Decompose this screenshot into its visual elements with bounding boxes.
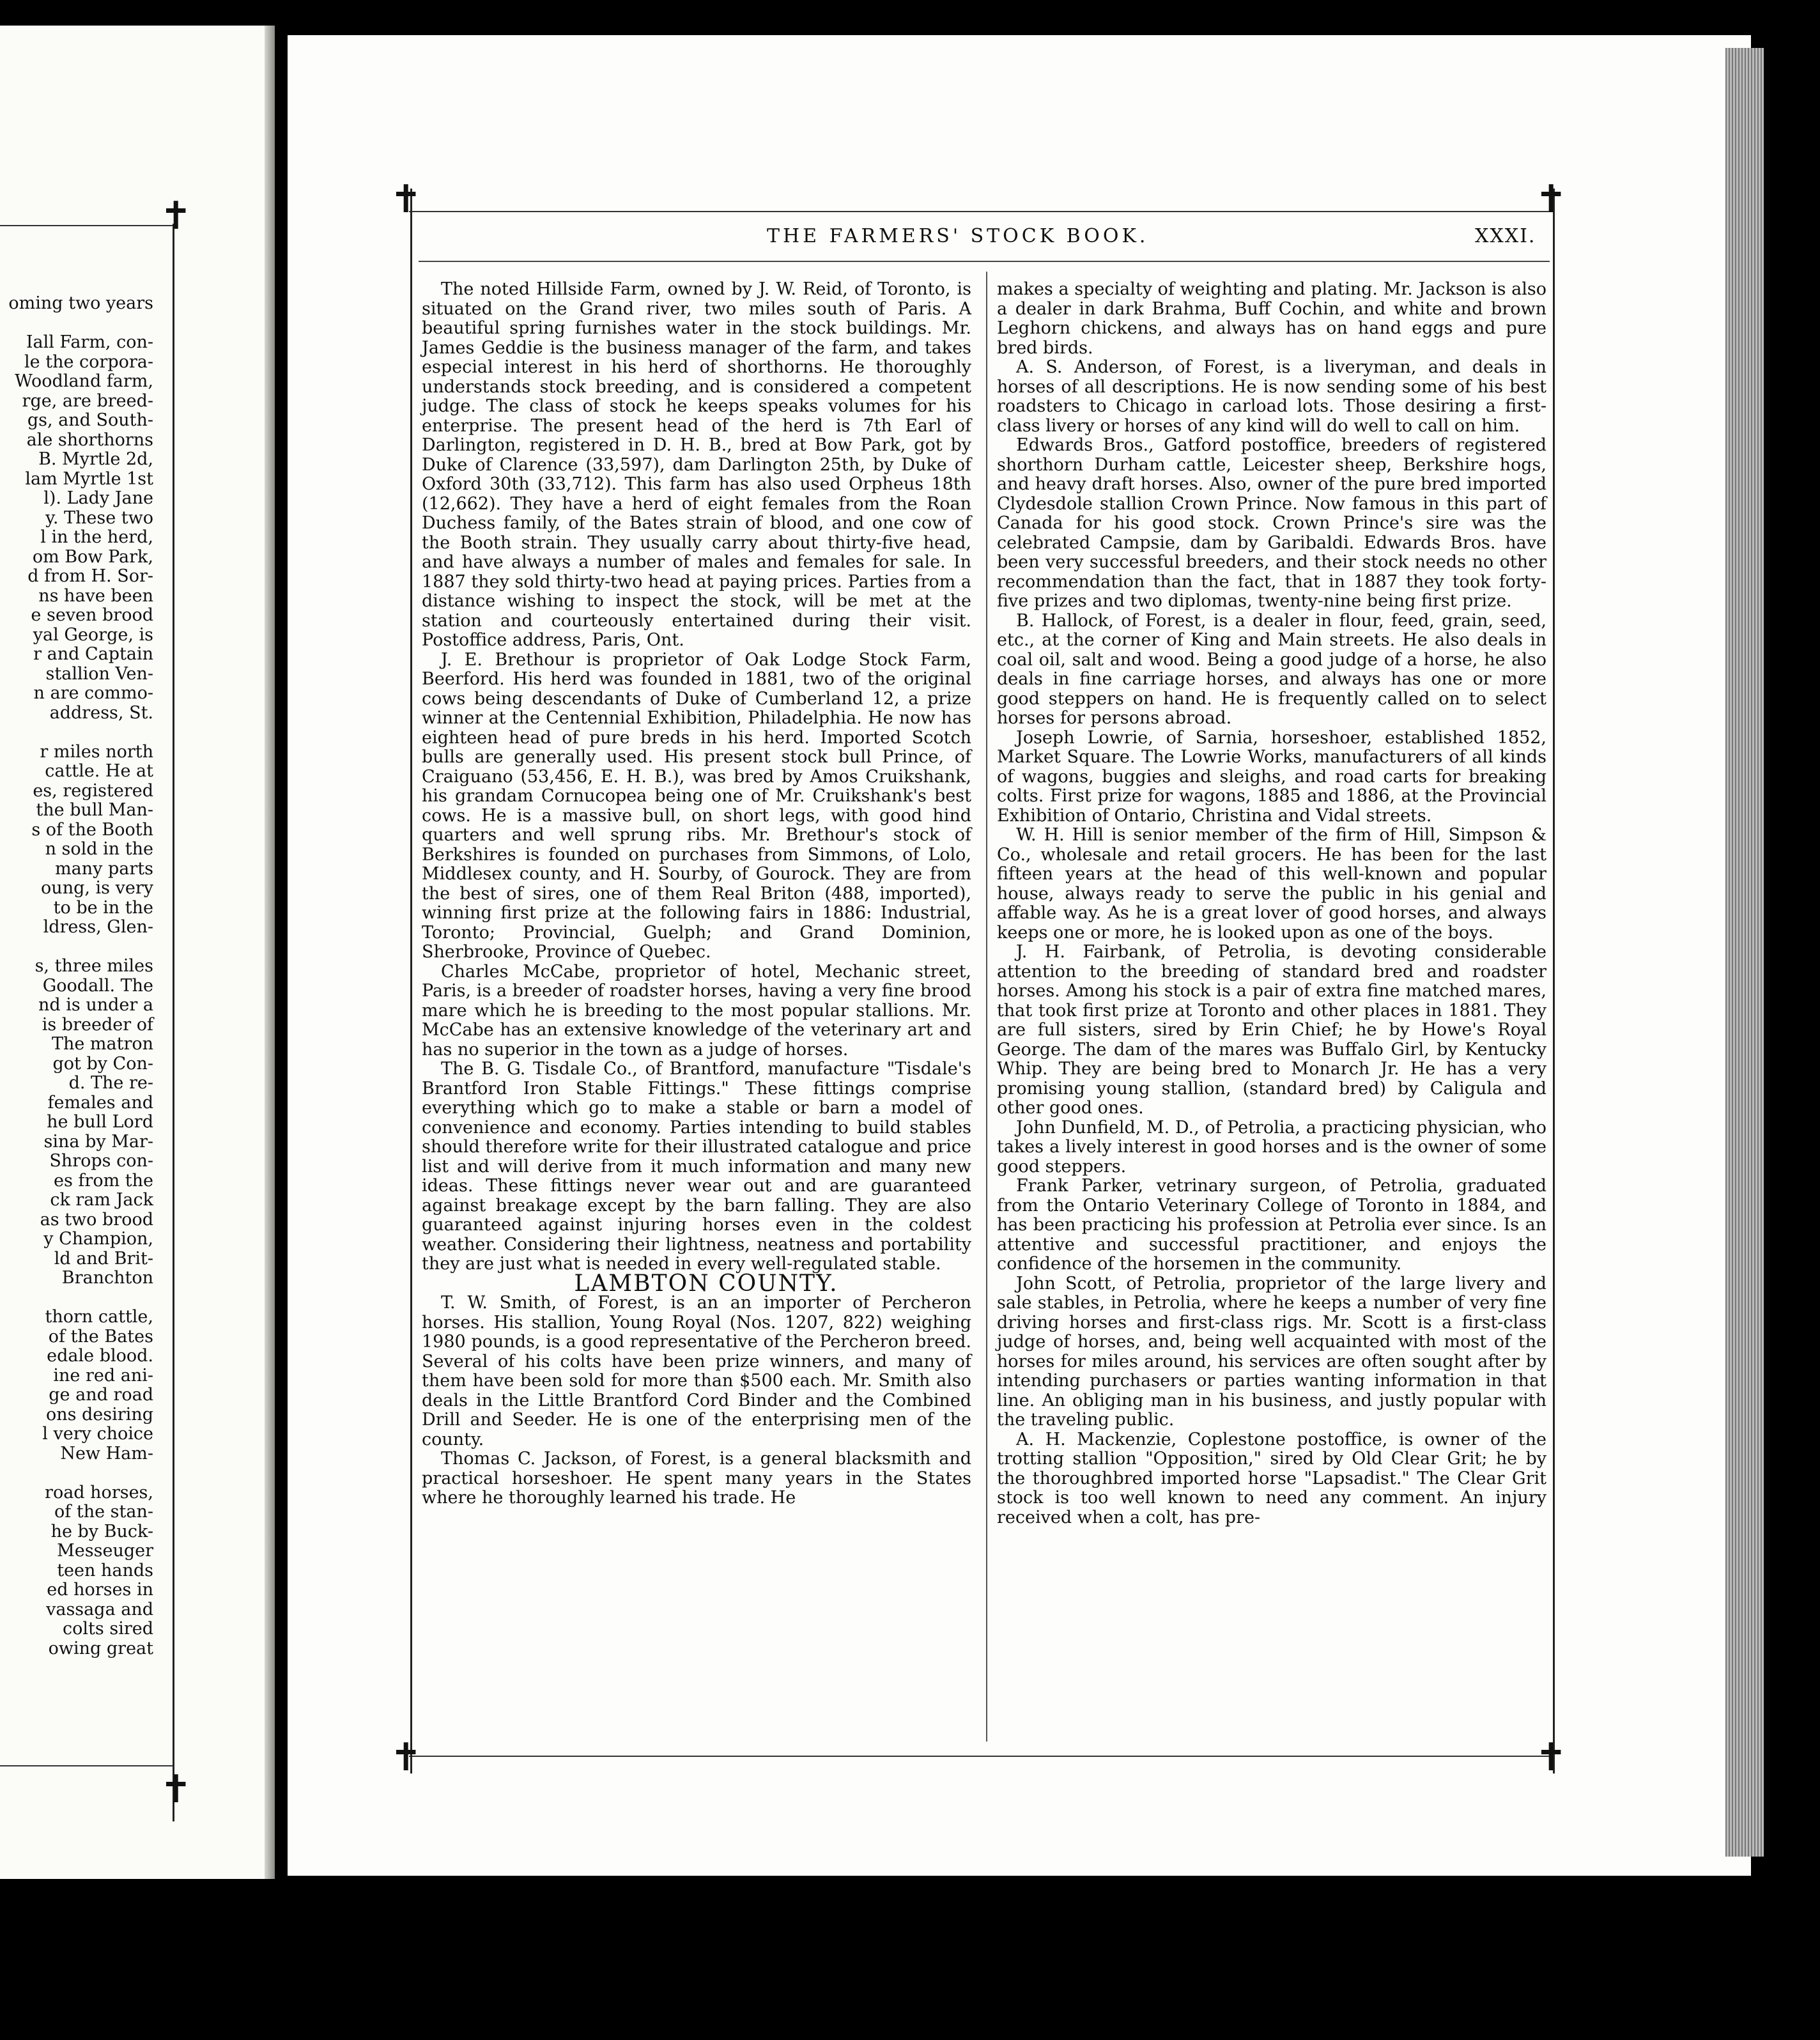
cross-ornament-icon: ✝ xyxy=(390,1735,422,1780)
facing-page-line: gs, and South- xyxy=(27,410,153,430)
facing-page-line: es from the xyxy=(54,1170,153,1191)
paragraph-smith: T. W. Smith, of Forest, is an an importer of Percheron horses. His stallion, Young Royal (Nos. 1207, 822) weighing 1980 pounds, is a good representative of the Percheron breed. Several of his colts have been prize winners, and many of them have been sold for more than $500 each. Mr. Smith also deals in the Little Brantford Cord Binder and the Combined Drill and Seeder. He is one of the enterprising men of the county. xyxy=(422,1293,971,1449)
paragraph-scott: John Scott, of Petrolia, proprietor of the large livery and sale stables, in Petrolia, where he keeps a number of very fine driving horses and first-class rigs. Mr. Scott is a first-class judge of horses, and, being well acquainted with most of the horses for miles around, his services are often sought after by intending purchasers or parties wanting information in that line. An obliging man in his business, and justly popular with the traveling public. xyxy=(997,1273,1546,1430)
facing-page-line: n sold in the xyxy=(45,839,153,859)
facing-page-line: s of the Booth xyxy=(31,819,153,840)
facing-page-line: of the stan- xyxy=(54,1502,153,1522)
facing-page-line: r miles north xyxy=(40,741,153,762)
paragraph-tisdale: The B. G. Tisdale Co., of Brantford, manufacture "Tisdale's Brantford Iron Stable Fittings." These fittings comprise everything which go to make a stable or barn a model of convenience and economy. Parties intending to build stables should therefore write for their illustrated catalogue and price list and will derive from it much information and many new ideas. These fittings never wear out and are guaranteed against breakage except by the barn falling. They are also guaranteed against injuring horses even in the coldest weather. Considering their lightness, neatness and portability they are just what is needed in every well-regulated stable. xyxy=(422,1059,971,1274)
frame-right-rule xyxy=(1553,189,1555,1773)
line-spacer xyxy=(0,314,153,334)
facing-page-line: teen hands xyxy=(57,1560,153,1580)
facing-page-line: es, registered xyxy=(33,780,153,801)
facing-page-line: ge and road xyxy=(49,1385,153,1405)
facing-page-line: r and Captain xyxy=(33,644,153,664)
facing-page-line: ale shorthorns xyxy=(26,429,153,450)
paragraph-parker: Frank Parker, vetrinary surgeon, of Petrolia, graduated from the Ontario Veterinary College of Toronto in 1884, and has been practicing his profession at Petrolia ever since. Is an attentive and successful practitioner, and enjoys the confidence of the horsemen in the community. xyxy=(997,1176,1546,1274)
facing-page-line: ld and Brit- xyxy=(54,1248,153,1269)
facing-page-line: ldress, Glen- xyxy=(43,917,153,937)
facing-page-line: as two brood xyxy=(40,1209,153,1230)
line-spacer xyxy=(0,1464,153,1483)
facing-page-line: oming two years xyxy=(8,293,153,313)
facing-page-line: of the Bates xyxy=(48,1326,153,1347)
facing-page-line: ed horses in xyxy=(47,1580,153,1600)
facing-page-line: thorn cattle, xyxy=(45,1307,153,1327)
facing-page-top-rule xyxy=(0,225,173,226)
paragraph-jackson: Thomas C. Jackson, of Forest, is a general blacksmith and practical horseshoer. He spent many years in the States where he thoroughly learned his trade. He xyxy=(422,1449,971,1508)
paragraph-mccabe: Charles McCabe, proprietor of hotel, Mechanic street, Paris, is a breeder of roadster horses, having a very fine brood mare which he is breeding to the most popular stallions. Mr. McCabe has an extensive knowledge of the veterinary art and has no superior in the town as a judge of horses. xyxy=(422,961,971,1060)
page-number: XXXI. xyxy=(1475,225,1536,247)
cross-ornament-icon: ✝ xyxy=(160,194,192,238)
facing-page-line: ons desiring xyxy=(45,1404,153,1425)
facing-page-line: y Champion, xyxy=(43,1229,153,1249)
facing-page-line: rge, are breed- xyxy=(22,390,153,411)
facing-page-line: owing great xyxy=(48,1638,153,1658)
facing-page-text xyxy=(0,294,153,1658)
paragraph-dunfield: John Dunfield, M. D., of Petrolia, a practicing physician, who takes a lively interest in good horses and is the owner of some good steppers. xyxy=(997,1117,1546,1177)
facing-page-line: females and xyxy=(47,1092,153,1113)
facing-page-line: the bull Man- xyxy=(36,800,153,820)
facing-page-line: s, three miles xyxy=(35,956,153,976)
facing-page-line: many parts xyxy=(55,858,153,879)
facing-page-line: le the corpora- xyxy=(24,352,153,372)
running-head: THE FARMERS' STOCK BOOK. xyxy=(767,225,1149,247)
facing-page-bottom-rule xyxy=(0,1765,173,1766)
paragraph-brethour: J. E. Brethour is proprietor of Oak Lodge Stock Farm, Beerford. His herd was founded in 1881, two of the original cows being descendants of Duke of Cumberland 12, a prize winner at the Centennial Exhibition, Philadelphia. He now has eighteen head of pure breds in his herd. Imported Scotch bulls are generally used. His present stock bull Prince, of Craiguano (53,456, E. H. B.), was bred by Amos Cruikshank, his grandam Cornucopea being one of Mr. Cruikshank's best cows. He is a massive bull, on short legs, with good hind quarters and well sprung ribs. Mr. Brethour's stock of Berkshires is founded on purchases from Simmons, of Lolo, Middlesex county, and H. Sourby, of Gourock. They are from the best of sires, one of them Real Briton (488, imported), winning first prize at the following fairs in 1886: Industrial, Toronto; Provincial, Guelph; and Grand Dominion, Sherbrooke, Province of Quebec. xyxy=(422,649,971,962)
facing-page-line: l). Lady Jane xyxy=(43,488,153,508)
facing-page-line: Woodland farm, xyxy=(15,371,153,391)
paragraph-edwards-bros: Edwards Bros., Gatford postoffice, breeders of registered shorthorn Durham cattle, Leicester sheep, Berkshire hogs, and heavy draft horses. Also, owner of the pure bred imported Clydesdole stallion Crown Prince. Now famous in this part of Canada for his good stock. Crown Prince's sire was the celebrated Campsie, dam by Garibaldi. Edwards Bros. have been very successful breeders, and their stock needs no other recommendation than the fact, that in 1887 they took forty-five prizes and two diplomas, twenty-nine being first prize. xyxy=(997,435,1546,611)
facing-page-line: l in the herd, xyxy=(40,527,153,547)
page-edges xyxy=(1725,48,1764,1857)
cross-ornament-icon: ✝ xyxy=(160,1767,192,1812)
paragraph-hillside-farm: The noted Hillside Farm, owned by J. W. Reid, of Toronto, is situated on the Grand river, two miles south of Paris. A beautiful spring furnishes water in the stock buildings. Mr. James Geddie is the business manager of the farm, and takes especial interest in his herd of shorthorns. He thoroughly understands stock breeding, and is considered a competent judge. The class of stock he keeps speaks volumes for his enterprise. The present head of the herd is 7th Earl of Darlington, registered in D. H. B., bred at Bow Park, got by Duke of Clarence (33,597), dam Darlington 25th, by Duke of Oxford 30th (33,712). This farm has also used Orpheus 18th (12,662). They have a herd of eight females from the Roan Duchess family, of the Bates strain of blood, and one cow of the Booth strain. They usually carry about thirty-five head, and have always a number of males and females for sale. In 1887 they sold thirty-two head at paying prices. Parties from a distance wishing to inspect the stock, will be met at the station and courteously entertained during their visit. Postoffice address, Paris, Ont. xyxy=(422,279,971,650)
header-rule xyxy=(419,261,1550,262)
facing-page-line: address, St. xyxy=(49,702,153,723)
facing-page-line: Iall Farm, con- xyxy=(26,332,153,352)
frame-top-rule xyxy=(409,211,1553,212)
cross-ornament-icon: ✝ xyxy=(1535,1735,1568,1780)
facing-page-line: B. Myrtle 2d, xyxy=(38,449,153,469)
facing-page-line: sina by Mar- xyxy=(43,1131,153,1152)
facing-page-line: om Bow Park, xyxy=(32,546,153,567)
facing-page-line: y. These two xyxy=(45,507,153,528)
facing-page-line: lam Myrtle 1st xyxy=(25,468,153,489)
frame-bottom-rule xyxy=(409,1756,1553,1757)
facing-page-line: to be in the xyxy=(53,897,153,918)
facing-page-line: d from H. Sor- xyxy=(27,566,153,586)
facing-page-line: New Ham- xyxy=(60,1443,153,1464)
paragraph-hallock: B. Hallock, of Forest, is a dealer in flour, feed, grain, seed, etc., at the corner of King and Main streets. He also deals in coal oil, salt and wood. Being a good judge of a horse, he also deals in fine carriage horses, and always has one or more good steppers on hand. He is frequently called on to select horses for persons abroad. xyxy=(997,610,1546,728)
paragraph-hill: W. H. Hill is senior member of the firm of Hill, Simpson & Co., wholesale and retail grocers. He has been for the last fifteen years at the head of this well-known and popular house, always ready to serve the public in his genial and affable way. As he is a great lover of good horses, and always keeps one or more, he is looked upon as one of the boys. xyxy=(997,825,1546,943)
facing-page-line: ine red ani- xyxy=(53,1365,153,1386)
facing-page-line: nd is under a xyxy=(38,995,153,1015)
facing-page-line: vassaga and xyxy=(46,1599,153,1619)
right-column xyxy=(997,280,1546,1527)
section-heading: LAMBTON COUNTY. xyxy=(574,1270,838,1297)
cross-ornament-icon: ✝ xyxy=(390,177,422,222)
facing-page xyxy=(0,26,275,1879)
left-column xyxy=(422,280,971,1508)
facing-page-line: Shrops con- xyxy=(49,1151,153,1171)
facing-page-line: l very choice xyxy=(42,1424,153,1444)
facing-page-line: edale blood. xyxy=(47,1346,153,1366)
facing-page-frame-rule xyxy=(173,224,174,1821)
facing-page-line: d. The re- xyxy=(68,1073,153,1093)
facing-page-line: yal George, is xyxy=(33,624,153,645)
facing-page-line: got by Con- xyxy=(52,1053,153,1074)
facing-page-line: he by Buck- xyxy=(50,1521,153,1542)
column-divider xyxy=(986,272,987,1742)
paragraph-jackson-continued: makes a specialty of weighting and plating. Mr. Jackson is also a dealer in dark Brahma, Buff Cochin, and white and brown Leghorn chickens, and always has on hand eggs and pure bred birds. xyxy=(997,279,1546,358)
line-spacer xyxy=(0,723,153,743)
paragraph-anderson: A. S. Anderson, of Forest, is a liveryman, and deals in horses of all descriptions. He is now sending some of his best roadsters to Chicago in carload lots. Those desiring a first-class livery or horses of any kind will do well to call on him. xyxy=(997,357,1546,436)
facing-page-line: he bull Lord xyxy=(47,1112,153,1132)
line-spacer xyxy=(0,938,153,957)
facing-page-line: Messeuger xyxy=(57,1541,153,1561)
facing-page-line: is breeder of xyxy=(42,1014,153,1035)
paragraph-lowrie: Joseph Lowrie, of Sarnia, horseshoer, established 1852, Market Square. The Lowrie Works, manufacturers of all kinds of wagons, buggies and sleighs, and road carts for breaking colts. First prize for wagons, 1885 and 1886, at the Provincial Exhibition of Ontario, Christina and Vidal streets. xyxy=(997,727,1546,826)
cross-ornament-icon: ✝ xyxy=(1535,177,1568,222)
facing-page-line: ck ram Jack xyxy=(50,1190,153,1210)
facing-page-line: Branchton xyxy=(61,1268,153,1288)
facing-page-line: stallion Ven- xyxy=(45,663,153,684)
page-gutter xyxy=(265,26,275,1879)
frame-left-rule xyxy=(410,189,412,1773)
facing-page-line: oung, is very xyxy=(41,878,153,898)
facing-page-line: ns have been xyxy=(38,585,153,606)
line-spacer xyxy=(0,1288,153,1308)
facing-page-line: Goodall. The xyxy=(42,975,153,996)
facing-page-line: e seven brood xyxy=(31,605,153,625)
facing-page-line: colts sired xyxy=(63,1619,153,1639)
facing-page-line: The matron xyxy=(51,1034,153,1054)
facing-page-line: road horses, xyxy=(45,1482,153,1503)
facing-page-line: cattle. He at xyxy=(45,761,153,781)
paragraph-fairbank: J. H. Fairbank, of Petrolia, is devoting considerable attention to the breeding of standard bred and roadster horses. Among his stock is a pair of extra fine matched mares, that took first prize at Toronto and other places in 1881. They are full sisters, sired by Erin Chief; he by Howe's Royal George. The dam of the mares was Buffalo Girl, by Kentucky Whip. They are being bred to Monarch Jr. He has a very promising young stallion, (standard bred) by Caligula and other good ones. xyxy=(997,942,1546,1118)
facing-page-line: n are commo- xyxy=(33,683,153,703)
paragraph-mackenzie: A. H. Mackenzie, Coplestone postoffice, is owner of the trotting stallion "Opposition," sired by Old Clear Grit; he by the thoroughbred imported horse "Lapsadist." The Clear Grit stock is too well known to need any comment. An injury received when a colt, has pre- xyxy=(997,1429,1546,1527)
